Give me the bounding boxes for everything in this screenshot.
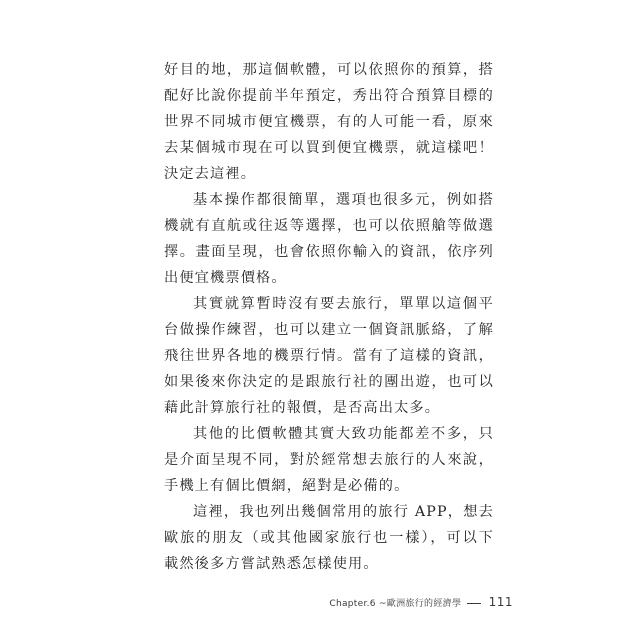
footer-dash <box>467 603 481 604</box>
paragraph-3: 其實就算暫時沒有要去旅行，單單以這個平台做操作練習，也可以建立一個資訊脈絡，了解飛往世界各地的機票行情。當有了這樣的資訊，如果後來你決定的是跟旅行社的團出遊，也可以藉此計算旅行社的報價，是否高出太多。 <box>164 296 494 416</box>
chapter-label: Chapter.6 <box>329 599 376 609</box>
chapter-title: ~歐洲旅行的經濟學 <box>379 599 462 609</box>
page-number: 111 <box>488 595 513 609</box>
running-footer <box>329 595 513 609</box>
paragraph-4: 其他的比價軟體其實大致功能都差不多，只是介面呈現不同，對於經常想去旅行的人來說，手機上有個比價網，絕對是必備的。 <box>164 426 494 494</box>
paragraph-5: 這裡，我也列出幾個常用的旅行 APP，想去歐旅的朋友（或其他國家旅行也一樣），可以下載然後多方嘗試熟悉怎樣使用。 <box>164 504 494 572</box>
paragraph-1: 好目的地，那這個軟體，可以依照你的預算，搭配好比說你提前半年預定，秀出符合預算目標的世界不同城市便宜機票，有的人可能一看，原來去某個城市現在可以買到便宜機票，就這樣吧！決定去這裡。 <box>164 62 494 182</box>
paragraph-2: 基本操作都很簡單，選項也很多元，例如搭機就有直航或往返等選擇，也可以依照艙等做選擇。畫面呈現，也會依照你輸入的資訊，依序列出便宜機票價格。 <box>164 192 494 286</box>
body-text <box>164 57 494 577</box>
